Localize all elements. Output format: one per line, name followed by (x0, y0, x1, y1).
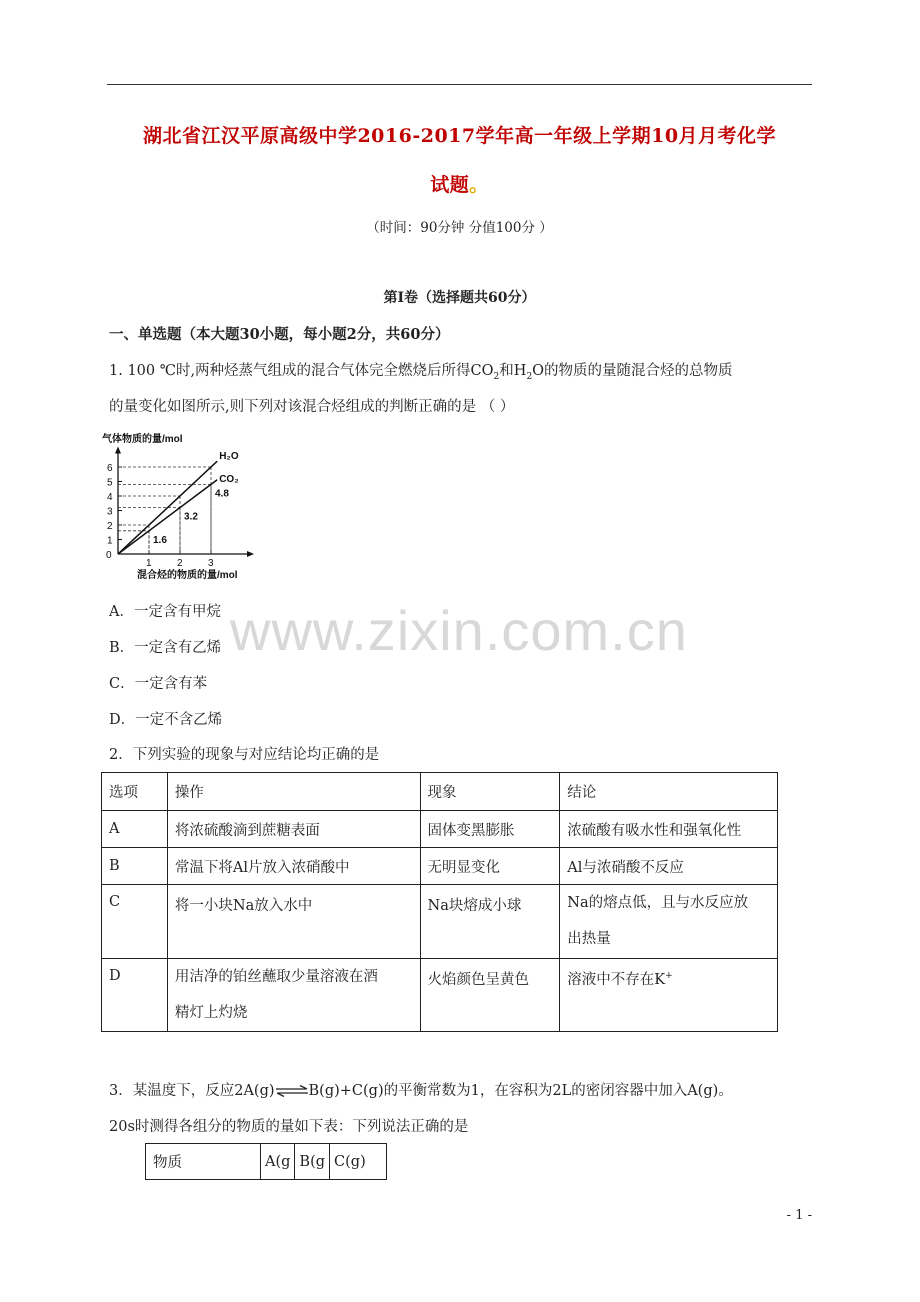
q1-option-d: D．一定不含乙烯 (109, 712, 223, 728)
cell: 溶液中不存在K+ (560, 959, 778, 1032)
doc-title-line1: 湖北省江汉平原高级中学2016-2017学年高一年级上学期10月月考化学 (142, 125, 777, 147)
cell: D (102, 959, 168, 1032)
header-cell: 现象 (420, 773, 560, 811)
cell: Na的熔点低，且与水反应放 出热量 (560, 885, 778, 959)
cell: C (102, 885, 168, 959)
x-tick-label: 2 (177, 558, 183, 569)
q3-line2: 20s时测得各组分的物质的量如下表：下列说法正确的是 (109, 1119, 469, 1135)
y-tick-label: 3 (107, 506, 113, 518)
cell: Al与浓硝酸不反应 (560, 848, 778, 885)
cell: 固体变黑膨胀 (420, 811, 560, 848)
cell: A (102, 811, 168, 848)
watermark: www.zixin.com.cn (230, 599, 688, 662)
q1-line1: 1. 100 ℃时,两种烃蒸气组成的混合气体完全燃烧后所得$CO_2$和$H_2O$的物质的量随混合烃的总物质 (109, 363, 733, 382)
y-tick-label: 1 (107, 535, 113, 547)
q1-chart (100, 430, 260, 590)
table-row (102, 811, 778, 848)
q2-table (101, 772, 778, 1032)
section-heading: 第I卷（选择题共60分） (383, 290, 536, 306)
equilibrium-arrow-icon (275, 1085, 309, 1097)
table-row (102, 885, 778, 959)
series-label: CO₂ (219, 473, 239, 485)
header-cell: 物质 (146, 1144, 261, 1180)
q1-line2: 的量变化如图所示,则下列对该混合烃组成的判断正确的是 （ ） (109, 399, 515, 415)
data-label: 1.6 (153, 534, 167, 546)
header-cell: B(g (295, 1144, 330, 1180)
cell: 火焰颜色呈黄色 (420, 959, 560, 1032)
y-tick-label: 5 (107, 477, 113, 489)
y-tick-label: 6 (107, 463, 113, 474)
exam-info: （时间：90分钟 分值100分 ） (366, 220, 553, 236)
y-axis-arrow (115, 447, 121, 454)
cell: 无明显变化 (420, 848, 560, 885)
q1-option-b: B．一定含有乙烯 (109, 640, 222, 656)
table-header-row (102, 773, 778, 811)
table-row (102, 848, 778, 885)
y-axis-label: 气体物质的量/mol (102, 434, 183, 445)
page-number: - 1 - (786, 1208, 812, 1223)
header-cell: A(g (261, 1144, 295, 1180)
x-axis-label: 混合烃的物质的量/mol (137, 570, 238, 581)
data-label: 3.2 (184, 511, 198, 523)
table-header-row (146, 1144, 387, 1180)
header-rule (107, 84, 812, 85)
cell: B (102, 848, 168, 885)
title-mark: 。 (469, 174, 489, 196)
q1-option-c: C．一定含有苯 (109, 676, 208, 692)
origin-label: 0 (106, 550, 112, 561)
q3-line1: 3．某温度下，反应2A(g) B(g)+C(g)的平衡常数为1，在容积为2L的密闭容器中加入A(g)。 (109, 1083, 733, 1099)
cell: 常温下将Al片放入浓硝酸中 (167, 848, 420, 885)
part-title: 一、单选题（本大题30小题，每小题2分，共60分） (109, 326, 450, 343)
cell: 浓硫酸有吸水性和强氧化性 (560, 811, 778, 848)
series-line-1 (118, 480, 217, 554)
series-line-0 (118, 461, 217, 554)
cell: Na块熔成小球 (420, 885, 560, 959)
table-row (102, 959, 778, 1032)
header-cell: 操作 (167, 773, 420, 811)
cell: 将浓硫酸滴到蔗糖表面 (167, 811, 420, 848)
series-label: H₂O (219, 451, 239, 463)
doc-title-line2 (107, 170, 812, 197)
header-cell: 结论 (560, 773, 778, 811)
q3-table (145, 1143, 387, 1180)
y-tick-label: 4 (107, 492, 113, 503)
cell: 用洁净的铂丝蘸取少量溶液在酒 精灯上灼烧 (167, 959, 420, 1032)
q1-option-a: A．一定含有甲烷 (109, 604, 221, 620)
header-cell: C(g) (330, 1144, 387, 1180)
x-axis-arrow (247, 551, 254, 557)
data-label: 4.8 (215, 488, 229, 500)
doc-title-text: 试题 (430, 174, 470, 196)
cell: 将一小块Na放入水中 (167, 885, 420, 959)
header-cell: 选项 (102, 773, 168, 811)
x-tick-label: 3 (208, 558, 214, 569)
q2-title: 2．下列实验的现象与对应结论均正确的是 (109, 747, 380, 763)
x-tick-label: 1 (146, 558, 152, 569)
y-tick-label: 2 (107, 521, 113, 532)
